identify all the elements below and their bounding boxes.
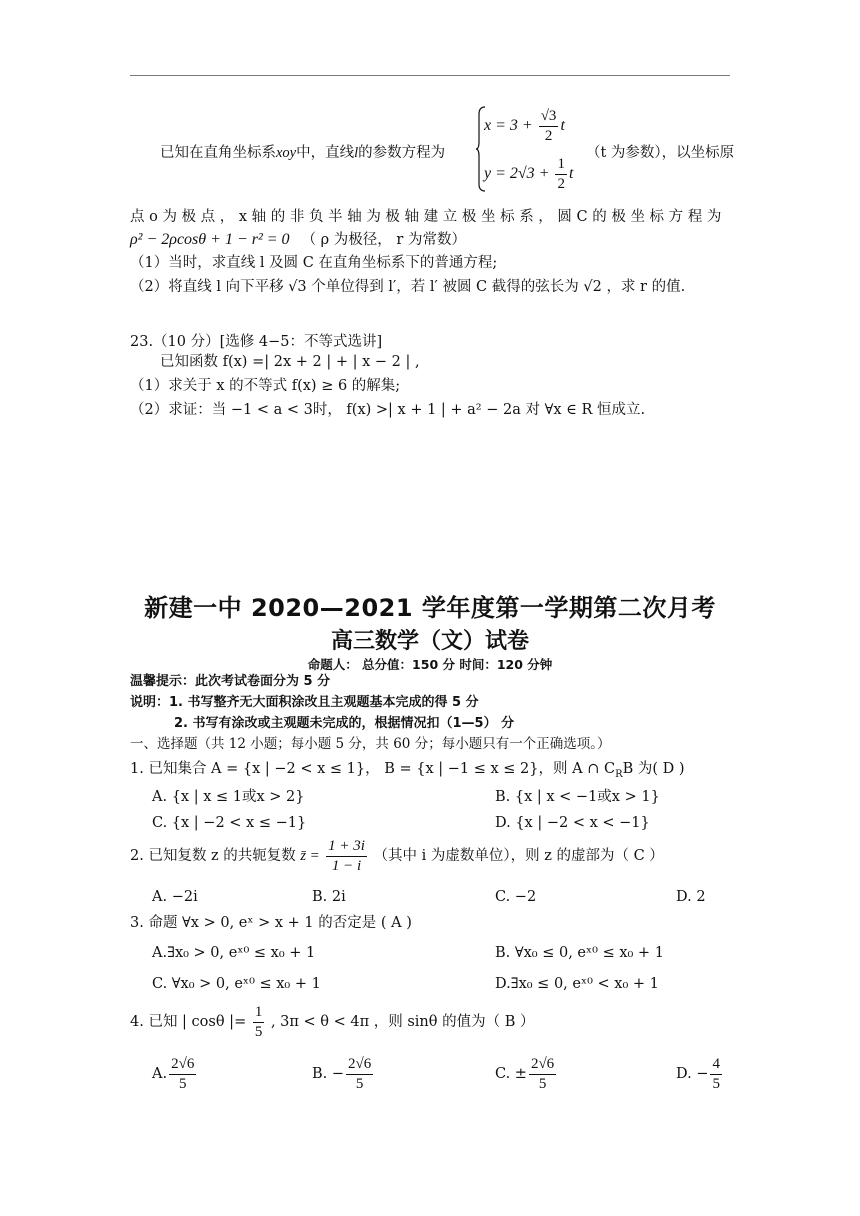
q1-option-a: A. {x | x ≤ 1或x > 2} xyxy=(152,789,305,805)
q22-intro: 已知在直角坐标系xoy中，直线l的参数方程为 xyxy=(160,145,446,161)
q2-option-d: D. 2 xyxy=(676,889,706,905)
q2-option-b: B. 2i xyxy=(312,889,346,905)
q2-option-a: A. −2i xyxy=(152,889,198,905)
q3-stem: 3. 命题 ∀x > 0, eˣ > x + 1 的否定是 ( A ) xyxy=(130,915,412,931)
exam-tip: 温馨提示：此次考试卷面分为 5 分 xyxy=(130,674,331,689)
q4-option-c: C. ± $\frac{2√6}{5}$ xyxy=(495,1056,555,1092)
q4-option-b: B. − $\frac{2√6}{5}$ xyxy=(312,1056,372,1092)
header-rule xyxy=(130,75,730,76)
q23-header: 23.（10 分）[选修 4−5：不等式选讲] xyxy=(130,334,383,350)
exam-meta: 命题人： 总分值：150 分 时间：120 分钟 xyxy=(307,657,553,672)
exam-subtitle: 高三数学（文）试卷 xyxy=(330,629,529,654)
q4-option-a: A. $\frac{2√6}{5}$ xyxy=(152,1056,195,1092)
q1-option-c: C. {x | −2 < x ≤ −1} xyxy=(152,815,307,831)
q2-option-c: C. −2 xyxy=(495,889,537,905)
q23-part2: （2）求证：当 −1 < a < 3时， f(x) >| x + 1 | + a² − 2a 对 ∀x ∈ R 恒成立. xyxy=(130,402,646,418)
q1-option-d: D. {x | −2 < x < −1} xyxy=(495,815,650,831)
param-note: （t 为参数），以坐标原 xyxy=(586,145,735,161)
q4-option-d: D. − $\frac{4}{5}$ xyxy=(676,1056,720,1092)
exam-note2: 2. 书写有涂改或主观题未完成的，根据情况扣（1—5） 分 xyxy=(174,716,515,731)
exam-title: 新建一中 2020—2021 学年度第一学期第二次月考 xyxy=(144,594,716,622)
q1-option-b: B. {x | x < −1或x > 1} xyxy=(495,789,660,805)
q22-polar: ρ² − 2ρcosθ + 1 − r² = 0 （ ρ 为极径， r 为常数） xyxy=(130,231,466,248)
exam-note1: 说明：1. 书写整齐无大面积涂改且主观题基本完成的得 5 分 xyxy=(130,695,479,710)
param-eq-x: x = 3 + $\frac{√3}{2}$ t xyxy=(484,108,565,144)
q1-stem: 1. 已知集合 A = {x | −2 < x ≤ 1}， B = {x | −1 ≤ x ≤ 2}，则 A ∩ $C_RB$ 为( D ) xyxy=(130,761,685,780)
section-heading: 一、选择题（共 12 小题；每小题 5 分，共 60 分；每小题只有一个正确选项。） xyxy=(130,736,611,752)
q22-part1: （1）当时，求直线 l 及圆 C 在直角坐标系下的普通方程; xyxy=(130,255,498,271)
q3-option-d: D.∃x₀ ≤ 0, eˣ⁰ < x₀ + 1 xyxy=(495,976,659,992)
q3-option-b: B. ∀x₀ ≤ 0, eˣ⁰ ≤ x₀ + 1 xyxy=(495,945,664,961)
q3-option-a: A.∃x₀ > 0, eˣ⁰ ≤ x₀ + 1 xyxy=(152,945,316,961)
q4-stem: 4. 已知 | cosθ |= $\frac{1}{5}$ , 3π < θ < 4π ，则 sinθ 的值为（ B ） xyxy=(130,1004,535,1040)
q2-stem: 2. 已知复数 z 的共轭复数 z̄ = $\frac{1 + 3i}{1 - i}$ （其中 i 为虚数单位），则 z 的虚部为（ C ） xyxy=(130,838,664,874)
q22-part2: （2）将直线 l 向下平移 √3 个单位得到 l′，若 l′ 被圆 C 截得的弦长为 √2 ，求 r 的值. xyxy=(130,279,686,295)
q23-given: 已知函数 f(x) =| 2x + 2 | + | x − 2 | , xyxy=(160,354,420,370)
q23-part1: （1）求关于 x 的不等式 f(x) ≥ 6 的解集; xyxy=(130,378,401,394)
q3-option-c: C. ∀x₀ > 0, eˣ⁰ ≤ x₀ + 1 xyxy=(152,976,321,992)
q22-line2: 点 o 为 极 点 ， x 轴 的 非 负 半 轴 为 极 轴 建 立 极 坐 标 系 ， 圆 C 的 极 坐 标 方 程 为 xyxy=(130,209,722,225)
param-eq-y: y = 2√3 + $\frac{1}{2}$ t xyxy=(484,156,574,192)
